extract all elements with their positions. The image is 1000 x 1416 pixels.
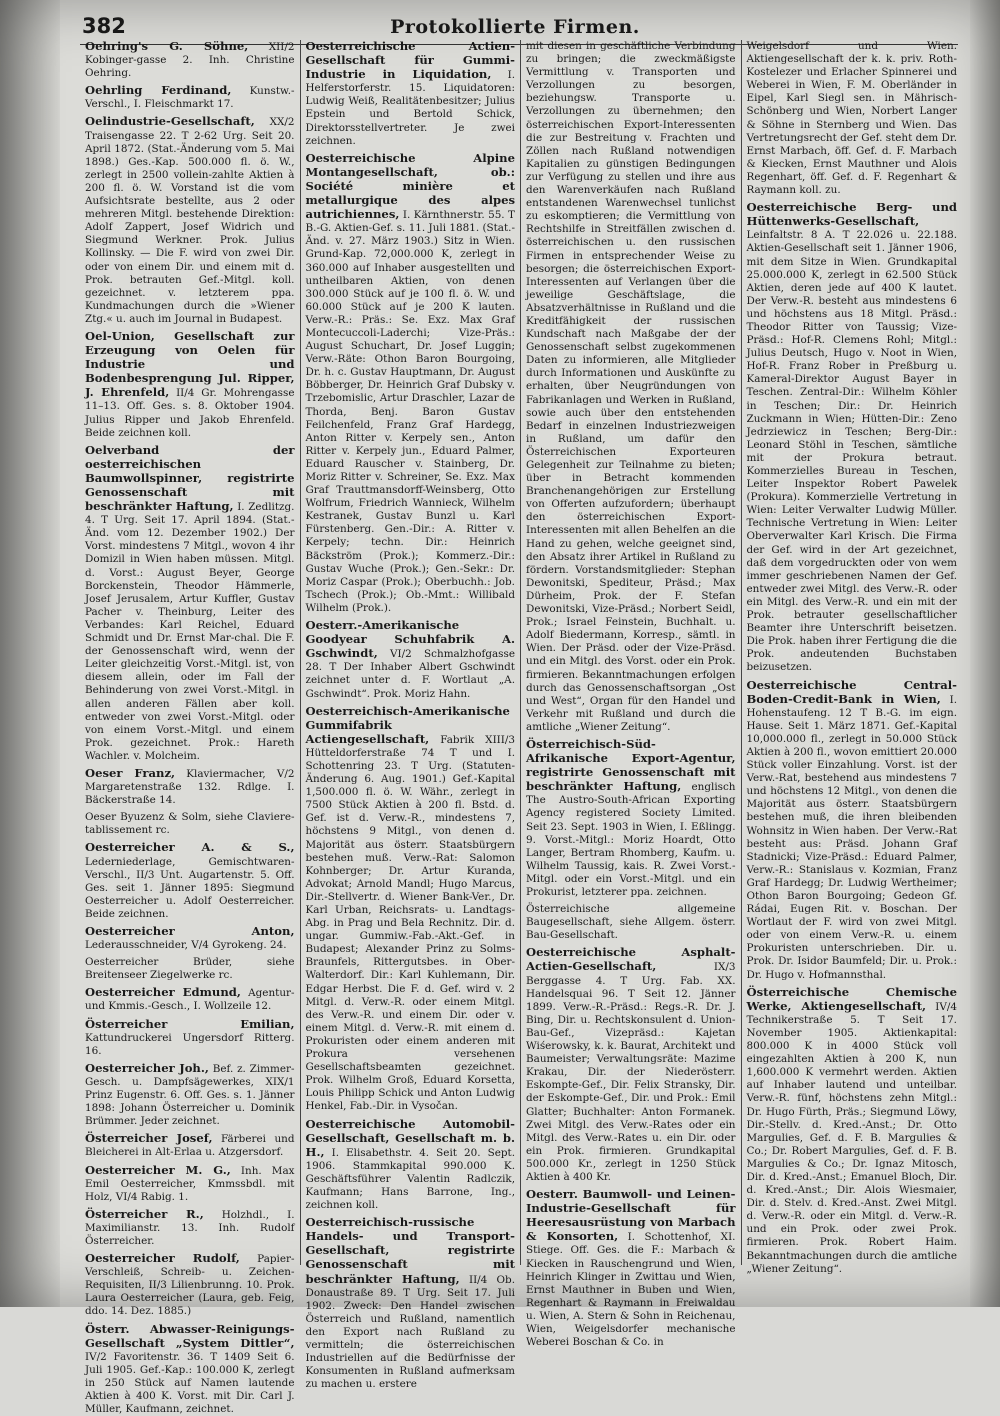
entry-details: IV/2 Favoritenstr. 36. T 1409 Seit 6. Juli 1905. Gef.-Kap.: 100.000 K, zerlegt in 250 Stück auf Namen lautende Aktien à 400 K. Vorst. mit Dir. Carl J. Müller, Kaufmann, zeichnet. (85, 1350, 295, 1416)
directory-entry (306, 705, 516, 1114)
entry-firm-name: Oesterreichische Central-Boden-Credit-Bank in Wien, (746, 677, 957, 706)
entry-details: Holzhdl., I. Maximilianstr. 13. Inh. Rudolf Österreicher. (85, 1208, 295, 1247)
directory-entry (306, 619, 516, 701)
entry-details: Fabrik XIII/3 Hütteldorferstraße 74 T und I. Schottenring 23. T Urg. (Statuten-Änderung 6. Aug. 1901.) Gef.-Kapital 1,500.000 fl. ö. W. Währ., zerlegt in 7500 Stück Aktien à 200 fl. Bstd. d. Gef. ist d. Verw.-R., mindestens 7, höchstens 9 Mitgl., von denen d. Majorität aus österr. Staatsbürgern bestehen muß. Verw.-Rat: Salomon Kohnberger; Dr. Artur Kuranda, Advokat; Arnold Mandl; Hugo Marcus, Dir.-Stellvertr. d. Wiener Bank-Ver., Dr. Karl Urban, Reichsrats- u. Landtags-Abg. in Prag und Bela Rechnitz. Dir. d. ungar. Gummiw.-Fab.-Akt.-Gef. in Budapest; Alexander Prinz zu Solms-Braunfels, Rittergutsbes. in Ober-Walterdorf. Dir.: Karl Kuhlemann, Dir. Edgar Herbst. Die F. d. Gef. wird v. 2 Mitgl. d. Verw.-R. oder einem Mitgl. des Verw.-R. und einem Dir. oder v. einem Mitgl. d. Verw.-R. mit einem d. Prokuristen oder einem anderen mit Prokura versehenen Gesellschaftsbeamten gezeichnet. Prok. Wilhelm Groß, Eduard Korsetta, Louis Philipp Schick und Anton Ludwig Henkel, Fab.-Dir. in Vysočan. (305, 733, 515, 1113)
entry-details: Österreichische allgemeine Baugesellschaft, siehe Allgem. österr. Bau-Gesellschaft. (526, 903, 736, 942)
entry-details: I. Zedlitzg. 4. T Urg. Seit 17. April 1894. (Stat.-Änd. vom 12. Dezember 1902.) Der Vorst. mindestens 7 Mitgl., wovon 4 ihr Domizil in Wien haben müssen. Mitgl. d. Vorst.: August Beyer, George Borckenstein, Theodor Hämmerle, Josef Jerusalem, Artur Kuffler, Gustav Pacher v. Theinburg, Leiter des Verbandes: Karl Reichel, Eduard Schmidt und Dr. Ernst Mar-chal. Die F. der Genossenschaft wird, wenn der Leiter gleichzeitig Vorst.-Mitgl. ist, von diesem allein, oder im Fall der Behinderung von zwei Vorst.-Mitgl. in allen anderen Fällen aber koll. entweder von zwei Vorst.-Mitgl. oder von einem Vorst.-Mitgl. und einem Prok. gezeichnet. Prok.: Hareth Wachler. v. Molcheim. (85, 501, 295, 762)
directory-entry (85, 956, 295, 982)
directory-entry (306, 1216, 516, 1391)
entry-details: mit diesen in geschäftliche Verbindung zu bringen; die zweckmäßigste Vermittlung v. Transporten und Verzollungen zu besorgen, beziehungsw. Transporte u. Verzollungen zu übernehmen; den österreichischen Export-Interessenten die zur Bestreitung v. Frachten und Zöllen nach Rußland notwendigen Kapitalien zu günstigen Bedingungen zur Verfügung zu stellen und ihre aus den Warenverkäufen nach Rußland entstandenen Warenwechsel tunlichst zu eskomptieren; die Vermittlung von Rechtshilfe in Streitfällen zwischen d. österreichischen u. den russischen Firmen in entsprechender Weise zu besorgen; die österreichischen Export-Interessenten auf Verlangen über die jeweilige Geschäftslage, die Absatzverhältnisse in Rußland und die Kreditfähigkeit der russischen Kundschaft nach Maßgabe der der Genossenschaft selbst zugekommenen Daten zu informieren, alle Mitglieder durch Informationen und Auskünfte zu erhalten, über Neugründungen von Fabrikanlagen und Werken in Rußland, sowie auch über den entstehenden Bedarf in einzelnen Industriezweigen in Rußland, um dafür den Österreichischen Exporteuren Gelegenheit zur Teilnahme zu bieten; über in Betracht kommenden Branchenangehörigen zur Erstellung von Offerten aufzufordern; überhaupt den österreichischen Export-Interessenten mit allen Behelfen an die Hand zu gehen, welche geeignet sind, den Absatz ihrer Artikel in Rußland zu fördern. Vorstandsmitglieder: Stephan Dewonitski, Spediteur, Präsd.; Max Dürheim, Prok. der F. Stefan Dewonitski, Vize-Präsd.; Norbert Seidl, Prok.; Israel Feinstein, Buchhalt. u. Adolf Biedermann, Korresp., sämtl. in Wien. Der Präsd. oder der Vize-Präsd. und ein Mitgl. des Vorst. oder ein Prok. firmieren. Bekanntmachungen erfolgen durch das Genossenschaftsorgan „Ost und West“, Organ für den Handel und Verkehr mit Rußland und durch die amtliche „Wiener Zeitung“. (526, 40, 736, 733)
entry-firm-name: Oesterreicher Joh., (85, 1060, 209, 1075)
entry-firm-name: Oesterreichische Berg- und Hüttenwerks-Gesellschaft, (746, 200, 957, 229)
entry-firm-name: Oesterr.-Amerikanische Goodyear Schuhfabrik A. Gschwindt, (305, 618, 515, 661)
directory-entry (85, 841, 295, 921)
entry-details: Kunstw.-Verschl., I. Fleischmarkt 17. (85, 85, 295, 111)
directory-entry (85, 40, 295, 80)
directory-entry (85, 1252, 295, 1318)
column-1 (80, 39, 301, 1416)
page-title: Protokollierte Firmen. (390, 16, 640, 38)
directory-entry (85, 84, 295, 111)
entry-details: Agentur- und Kmmis.-Gesch., I. Wollzeile 12. (85, 987, 295, 1013)
entry-firm-name: Oesterreicher M. G., (85, 1162, 231, 1177)
directory-entry (85, 925, 295, 952)
directory-entry (306, 1118, 516, 1213)
directory-entry (747, 986, 958, 1276)
entry-details: Oesterreicher Brüder, siehe Breitenseer Ziegelwerke rc. (85, 956, 295, 982)
entry-firm-name: Oeser Franz, (85, 765, 176, 780)
entry-details: I. Hohenstaufeng. 12 T B.-G. im eign. Hause. Seit 1. März 1871. Gef.-Kapital 10,000.000 fl., zerlegt in 50.000 Stück Aktien à 200 fl., wovon emittiert 20.000 Stück voller Einzahlung. Vorst. ist der Verw.-Rat, bestehend aus mindestens 7 und höchstens 12 Mitgl., von denen die Majorität aus österr. Staatsbürgern bestehen muß, die ihren bleibenden Wohnsitz in Wien haben. Der Verw.-Rat besteht aus: Präsd. Johann Graf Stadnicki; Vize-Präsd.: Eduard Palmer, Verw.-R.: Stanislaus v. Kozmian, Franz Graf Hardegg; Dr. Ludwig Wertheimer; Othon Baron Bourgoing; Gedeon Gf. Rádai, Eugen Rit. v. Boschan. Der Wortlaut der F. wird von zwei Mitgl. oder von einem Verw.-R. u. einem Prokuristen unterschrieben. Dir. u. Prok. Dr. Isidor Baumfeld; Dir. u. Prok.: Dr. Hugo v. Hofmannsthal. (746, 693, 958, 981)
directory-entry (526, 903, 736, 942)
entry-firm-name: Österreicher R., (85, 1206, 204, 1221)
column-3 (521, 40, 742, 1349)
directory-entry (85, 444, 295, 763)
directory-entry (85, 767, 295, 807)
entry-firm-name: Österreicher Emilian, (85, 1016, 295, 1031)
directory-entry (526, 40, 736, 734)
entry-firm-name: Österreichisch-Süd-Afrikanische Export-Agentur, registrirte Genossenschaft mit beschränkter Haftung, (526, 736, 736, 794)
entry-details: Färberei und Bleicherei in Alt-Erlaa u. Atzgersdorf. (85, 1133, 295, 1159)
scan-left-edge (0, 0, 60, 1307)
column-2 (301, 39, 522, 1391)
entry-firm-name: Oesterreichische Actien-Gesellschaft für Gummi-Industrie in Liquidation, (305, 39, 515, 82)
entry-details: XII/2 Kobinger-gasse 2. Inh. Christine Oehring. (85, 41, 295, 80)
entry-firm-name: Oesterreicher Edmund, (85, 985, 241, 1000)
directory-columns (80, 39, 962, 1416)
directory-entry (526, 738, 736, 899)
entry-firm-name: Oesterreicher Rudolf, (85, 1251, 240, 1266)
entry-details: XX/2 Traisengasse 22. T 2-62 Urg. Seit 20. April 1872. (Stat.-Änderung vom 5. Mai 1898.) Ges.-Kap. 500.000 fl. ö. W., zerlegt in 2500 vollein-zahlte Aktien à 200 fl. ö. W. Vorstand ist die vom Aufsichtsrate bestellte, aus 2 oder mehreren Mitgl. bestehende Direktion: Adolf Zappert, Josef Widrich und Siegmund Werkner. Prok. Julius Kollinsky. — Die F. wird von zwei Dir. oder von einem Dir. und einem mit d. Prok. betrauten Gef.-Mitgl. koll. gezeichnet. v. letzterem ppa. Kundmachungen durch die »Wiener Ztg.« u. auch im Journal in Budapest. (85, 116, 295, 325)
entry-firm-name: Oesterreichisch-russische Handels- und Transport-Gesellschaft, registrirte Genossenschaft mit beschränkter Haftung, (305, 1215, 515, 1286)
entry-firm-name: Österreicher Josef, (85, 1131, 213, 1146)
directory-entry (526, 946, 736, 1184)
directory-entry (85, 1018, 295, 1058)
document-page (60, 0, 970, 1416)
entry-firm-name: Oehrling Ferdinand, (85, 83, 232, 98)
directory-entry (85, 1208, 295, 1248)
entry-firm-name: Oelverband der oesterreichischen Baumwollspinner, registrirte Genossenschaft mit beschränkter Haftung, (85, 442, 295, 514)
entry-details: I. Schottenhof, XI. Stiege. Off. Ges. die F.: Marbach & Kiecken in Rauschengrund und Wien, Heinrich Klinger in Zwittau und Wien, Ernst Mauthner in Buben und Wien, Regenhart & Raymann in Freiwaldau u. Wien, A. Stern & Sohn in Reichenau, Wien, Weigelsdorfer mechanische Weberei Boschan & Co. in (526, 1231, 736, 1349)
entry-details: I. Elisabethstr. 4. Seit 20. Sept. 1906. Stammkapital 990.000 K. Geschäftsführer Valentin Radlczik, Kaufmann; Hans Barrone, Ing., zeichnen koll. (305, 1146, 515, 1212)
directory-entry (85, 1132, 295, 1159)
entry-firm-name: Oesterreicher A. & S., (85, 840, 295, 855)
entry-details: Bef. z. Zimmer-Gesch. u. Dampfsägewerkes, XIX/1 Prinz Eugenstr. 6. Off. Ges. s. 1. Jänner 1898: Johann Österreicher u. Dominik Brümmer. Jeder zeichnet. (85, 1062, 295, 1128)
directory-entry (747, 40, 958, 197)
entry-firm-name: Oel-Union, Gesellschaft zur Erzeugung von Oelen für Industrie und Bodenbesprengung Jul. Ripper, J. Ehrenfeld, (85, 328, 295, 400)
directory-entry (306, 40, 516, 148)
entry-details: Weigelsdorf und Wien. Aktiengesellschaft der k. k. priv. Roth-Kostelezer und Erlacher Spinnerei und Weberei in Wien, F. M. Oberländer in Eipel, Karl Siegl sen. in Mährisch-Schönberg und Wien, Norbert Langer & Söhne in Sternberg und Wien. Das Vertretungsrecht der Gef. steht dem Dr. Ernst Marbach, öff. Gef. d. F. Marbach & Kiecken, Ernst Mauthner und Alois Regenhart, öff. Gef. d. F. Regenhart & Raymann koll. zu. (746, 40, 957, 197)
entry-details: Papier-Verschleiß, Schreib- u. Zeichen-Requisiten, II/3 Lilienbrunng. 10. Prok. Laura Oesterreicher (Laura, geb. Feig, ddo. 14. Dez. 1885.) (85, 1253, 295, 1318)
directory-entry (306, 152, 516, 615)
entry-firm-name: Österr. Abwasser-Reinigungs-Gesellschaft „System Dittler“, (85, 1321, 295, 1350)
entry-firm-name: Oesterreichische Alpine Montangesellschaft, ob.: Société minière et metallurgique des alpes autrichiennes, (305, 150, 515, 222)
directory-entry (85, 1164, 295, 1204)
entry-firm-name: Oehring's G. Söhne, (85, 39, 249, 53)
entry-firm-name: Oelindustrie-Gesellschaft, (85, 114, 255, 129)
directory-entry (85, 330, 295, 440)
entry-firm-name: Oesterreichische Automobil-Gesellschaft, Gesellschaft m. b. H., (305, 1116, 515, 1159)
entry-details: englisch The Austro-South-African Exporting Agency registered Society Limited. Seit 23. Sept. 1903 in Wien, I. Eßlingg. 9. Vorst.-Mitgl.: Moriz Hoardt, Otto Langer, Bertram Rhomberg, Kaufm. u. Wilhelm Taussig, kais. R. Zwei Vorst.-Mitgl. oder ein Vorst.-Mitgl. und ein Prokurist, letzterer ppa. zeichnen. (526, 781, 736, 898)
directory-entry (85, 986, 295, 1013)
entry-details: Oeser Byuzenz & Solm, siehe Clavieretablissement rc. (85, 811, 295, 837)
entry-details: Lederniederlage, Gemischtwaren-Verschl., II/3 Unt. Augartenstr. 5. Off. Ges. seit 1. Jänner 1895: Siegmund Oesterreicher u. Adolf Oesterreicher. Beide zeichnen. (85, 855, 295, 920)
entry-details: II/4 Gr. Mohrengasse 11–13. Off. Ges. s. 8. Oktober 1904. Julius Ripper und Jakob Ehrenfeld. Beide zeichnen koll. (85, 387, 295, 439)
directory-entry (526, 1188, 736, 1349)
page-number: 382 (82, 14, 126, 38)
directory-entry (85, 1062, 295, 1128)
entry-details: IV/4 Technikerstraße 5. T Seit 17. November 1905. Aktienkapital: 800.000 K in 4000 Stück voll eingezahlten Aktien à 200 K, nun 1,600.000 K vermehrt werden. Aktien auf Inhaber lautend und unteilbar. Verw.-R. fünf, höchstens zehn Mitgl.: Dr. Hugo Fürth, Präs.; Siegmund Löwy, Dir.-Stellv. d. Kred.-Anst.; Dr. Otto Margulies, Gef. d. F. B. Margulies & Co.; Dr. Robert Margulies, Gef. d. F. B. Margulies & Co.; Dr. Ignaz Mitosch, Dir. d. Kred.-Anst.; Emanuel Bloch, Dir. d. Kred.-Anst.; Dir. Alois Wiesmaier, Dir. d. Stelv. d. Kred.-Anst. Zwei Mitgl. d. Verw.-R. oder ein Mitgl. d. Verw.-R. und ein Prok. oder zwei Prok. firmieren. Prok. Robert Haim. Bekanntmachungen durch die amtliche „Wiener Zeitung“. (746, 1000, 957, 1275)
entry-details: Klaviermacher, V/2 Margaretenstraße 132. Rdlge. I. Bäckerstraße 14. (85, 767, 295, 807)
entry-details: I. Kärnthnerstr. 55. T B.-G. Aktien-Gef. s. 11. Juli 1881. (Stat.-Änd. v. 27. März 1903.) Sitz in Wien. Grund-Kap. 72,000.000 K, zerlegt in 360.000 auf Inhaber ausgestellten und untheilbaren Aktien, von denen 300.000 Stück auf je 100 fl. ö. W. und 60.000 Stück auf je 200 K lauten. Verw.-R.: Präs.: Se. Exz. Max Graf Montecuccoli-Laderchi; Vize-Präs.: August Schuchart, Dr. Josef Luggin; Verw.-Räte: Othon Baron Bourgoing, Dr. h. c. Gustav Hauptmann, Dr. August Böbberger, Dr. Heinrich Graf Dubsky v. Trzebomislic, Artur Draschler, Lazar de Thorda, Benj. Baron Gustav Feilchenfeld, Franz Graf Hardegg, Anton Ritter v. Kerpely sen., Anton Ritter v. Kerpely jun., Eduard Palmer, Eduard Rauscher v. Stainberg, Dr. Moriz Ritter v. Schreiner, Se. Exz. Max Graf Trauttmansdorff-Weinsberg, Otto Wolfrum, Friedrich Wannieck, Wilhelm Kestranek, Gustav Bunzl u. Karl Fürstenberg. Gen.-Dir.: A. Ritter v. Kerpely; techn. Dir.: Heinrich Bäckström (Prok.); Kommerz.-Dir.: Gustav Wuche (Prok.); Gen.-Sekr.: Dr. Moriz Caspar (Prok.); Oberbuchh.: Job. Tschech (Prok.); Ob.-Mmt.: Willibald Wilhelm (Prok.). (305, 209, 515, 614)
entry-details: IX/3 Berggasse 4. T Urg. Fab. XX. Handelsquai 96. T Seit 12. Jänner 1899. Verw.-R.-Präsd.: Regs.-R. Dr. J. Bing, Dir. u. Rechtskonsulent d. Union-Bau-Gef., Vizepräsd.: Kajetan Wiśerowsky, k. k. Baurat, Architekt und Baumeister; Verwaltungsräte: Mazime Krakau, Dir. der Niederösterr. Eskompte-Gef., Dir. Felix Stransky, Dir. der Eskompte-Gef., Dir. und Prok.: Emil Glatter; Buchhalter: Anton Formanek. Zwei Mitgl. des Verw.-Rates oder ein Mitgl. des Verw.-Rates u. ein Dir. oder ein Prok. firmieren. Grundkapital 500.000 Kr., zerlegt in 1250 Stück Aktien à 400 Kr. (526, 961, 736, 1183)
entry-firm-name: Oesterreichisch-Amerikanische Gummifabrik Actiengesellschaft, (305, 703, 510, 746)
entry-details: Leinfaltstr. 8 A. T 22.026 u. 22.188. Aktien-Gesellschaft seit 1. Jänner 1906, mit dem Sitze in Wien. Grundkapital 25.000.000 K, zerlegt in 62.500 Stück Aktien, deren jede auf 400 K lautet. Der Verw.-R. besteht aus mindestens 6 und höchstens aus 18 Mitgl. Präsd.: Theodor Ritter von Taussig; Vize-Präsd.: Hof-R. Clemens Rohl; Mitgl.: Julius Deutsch, Hugo v. Noot in Wien, Hof-R. Franz Rober in Preßburg u. Kameral-Direktor August Bayer in Teschen. Zentral-Dir.: Wilhelm Köhler in Teschen; Dir.: Dr. Heinrich Zuckmann in Wien; Hütten-Dir.: Zeno Jedrziewicz in Teschen; Berg-Dir.: Leonard Stöhl in Teschen, sämtliche mit der Prokura betraut. Kommerzielles Bureau in Teschen, Leiter Inspektor Robert Pawelek (Prokura). Kommerzielle Vertretung in Wien: Leiter Verwalter Ludwig Müller. Technische Vertretung in Wien: Leiter Oberverwalter Karl Krisch. Die Firma der Gef. wird in der Art gezeichnet, daß dem vorgedruckten oder von wem immer geschriebenen Namen der Gef. entweder zwei Mitgl. des Verw.-R. oder ein Mitgl. des Verw.-R. und ein mit der Prok. betrauter gesellschaftlicher Beamter ihre Unterschrift beisetzen. Die Prok. haben ihrer Fertigung die die Prok. andeutenden Buchstaben beizusetzen. (746, 229, 957, 674)
entry-firm-name: Oesterreicher Anton, (85, 924, 295, 938)
directory-entry (85, 115, 295, 326)
entry-firm-name: Österreichische Chemische Werke, Aktiengesellschaft, (746, 984, 957, 1013)
entry-details: Lederausschneider, V/4 Gyrokeng. 24. (85, 939, 287, 952)
entry-details: Kattundruckerei Ungersdorf Ritterg. 16. (85, 1031, 295, 1057)
entry-firm-name: Oesterreichische Asphalt-Actien-Gesellschaft, (526, 945, 736, 974)
entry-details: I. Helferstorferstr. 15. Liquidatoren: Ludwig Weiß, Realitätenbesitzer; Julius Epstein und Bertold Schick, Direktorsstellvertreter. Je zwei zeichnen. (305, 69, 515, 147)
directory-entry (85, 1323, 295, 1416)
scan-right-edge (970, 0, 1000, 1307)
entry-details: II/4 Ob. Donaustraße 89. T Urg. Seit 17. Juli 1902. Zweck: Den Handel zwischen Österreich und Rußland, namentlich den Export nach Rußland zu vermitteln; die österreichischen Industriellen auf die Bedürfnisse der Konsumenten in Rußland aufmerksam zu machen u. erstere (305, 1273, 515, 1391)
column-4 (742, 40, 963, 1275)
entry-details: Inh. Max Emil Oesterreicher, Kmmssbdl. mit Holz, VI/4 Rabig. 1. (85, 1164, 295, 1203)
directory-entry (747, 201, 958, 674)
entry-firm-name: Oesterr. Baumwoll- und Leinen-Industrie-Gesellschaft für Heeresausrüstung von Marbach & Konsorten, (526, 1187, 736, 1244)
directory-entry (747, 679, 958, 982)
entry-details: VI/2 Schmalzhofgasse 28. T Der Inhaber Albert Gschwindt zeichnet unter d. F. Wortlaut „A. Gschwindt“. Prok. Moriz Hahn. (305, 648, 515, 700)
directory-entry (85, 811, 295, 837)
